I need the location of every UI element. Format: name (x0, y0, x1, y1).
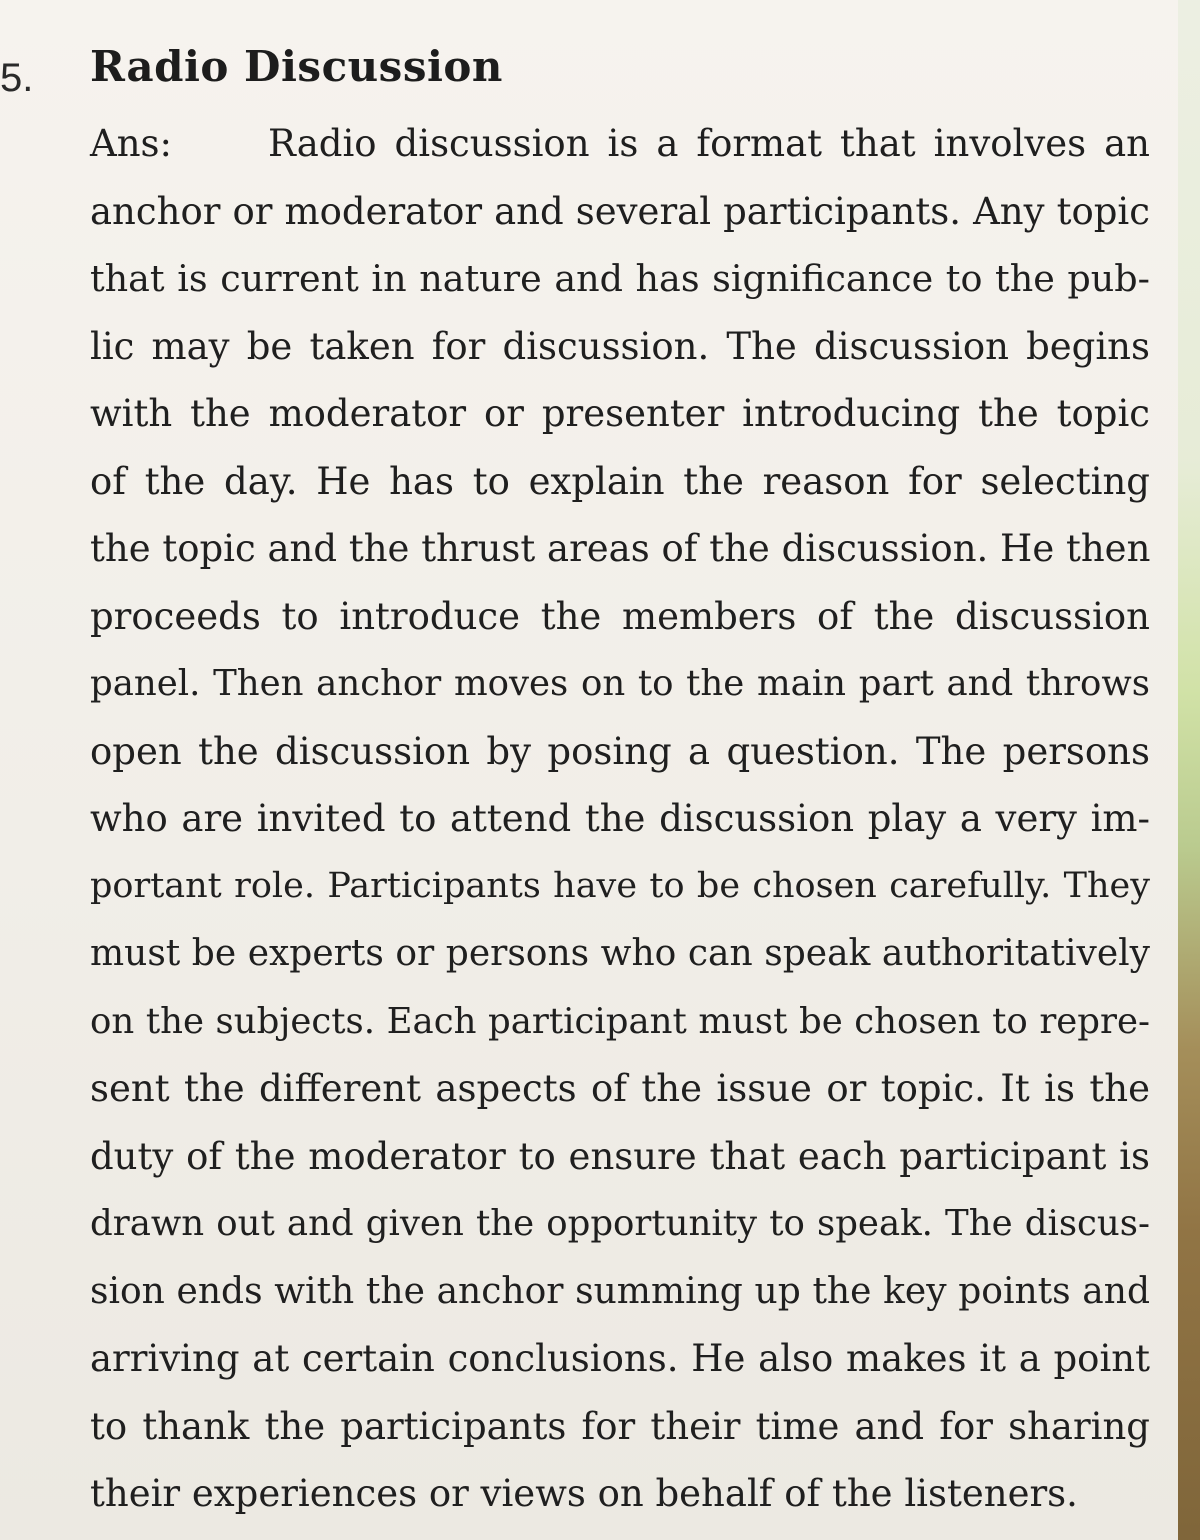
text-line: their experiences or views on behalf of the listeners. (90, 1472, 1078, 1515)
text-line: with the moderator or presenter introducing the topic (90, 392, 1150, 435)
text-line: drawn out and given the opportunity to speak. The discus- (90, 1203, 1150, 1244)
text-line: proceeds to introduce the members of the discussion (90, 594, 1150, 638)
text-line: of the day. He has to explain the reason for selecting (90, 459, 1150, 503)
text-line: open the discussion by posing a question. The persons (90, 729, 1150, 773)
text-line: duty of the moderator to ensure that each participant is (90, 1134, 1150, 1178)
text-line: on the subjects. Each participant must be chosen to repre- (90, 1000, 1150, 1042)
text-line: anchor or moderator and several participants. Any topic (90, 189, 1150, 233)
text-line: who are invited to attend the discussion play a very im- (90, 797, 1150, 840)
text-line: panel. Then anchor moves on to the main part and throws (90, 663, 1150, 704)
section-heading: Radio Discussion (90, 42, 503, 91)
text-line: lic may be taken for discussion. The discussion begins (90, 324, 1150, 368)
text-line: sent the different aspects of the issue or topic. It is the (90, 1067, 1150, 1110)
text-line: arriving at certain conclusions. He also makes it a point (90, 1337, 1150, 1380)
question-number: 5. (0, 56, 34, 100)
text-line-content: Radio discussion is a format that involves an (268, 122, 1150, 165)
text-line: portant role. Participants have to be chosen carefully. They (90, 865, 1150, 906)
text-line: the topic and the thrust areas of the discussion. He then (90, 527, 1151, 570)
text-line: to thank the participants for their time and for sharing (90, 1404, 1150, 1448)
text-line: sion ends with the anchor summing up the key points and (90, 1270, 1150, 1312)
text-line (90, 110, 1150, 178)
text-line: must be experts or persons who can speak authoritatively (90, 933, 1150, 974)
text-line: that is current in nature and has significance to the pub- (90, 257, 1150, 300)
answer-label: Ans: (90, 122, 173, 165)
book-edge (1178, 0, 1200, 1540)
answer-paragraph (90, 110, 1150, 1528)
